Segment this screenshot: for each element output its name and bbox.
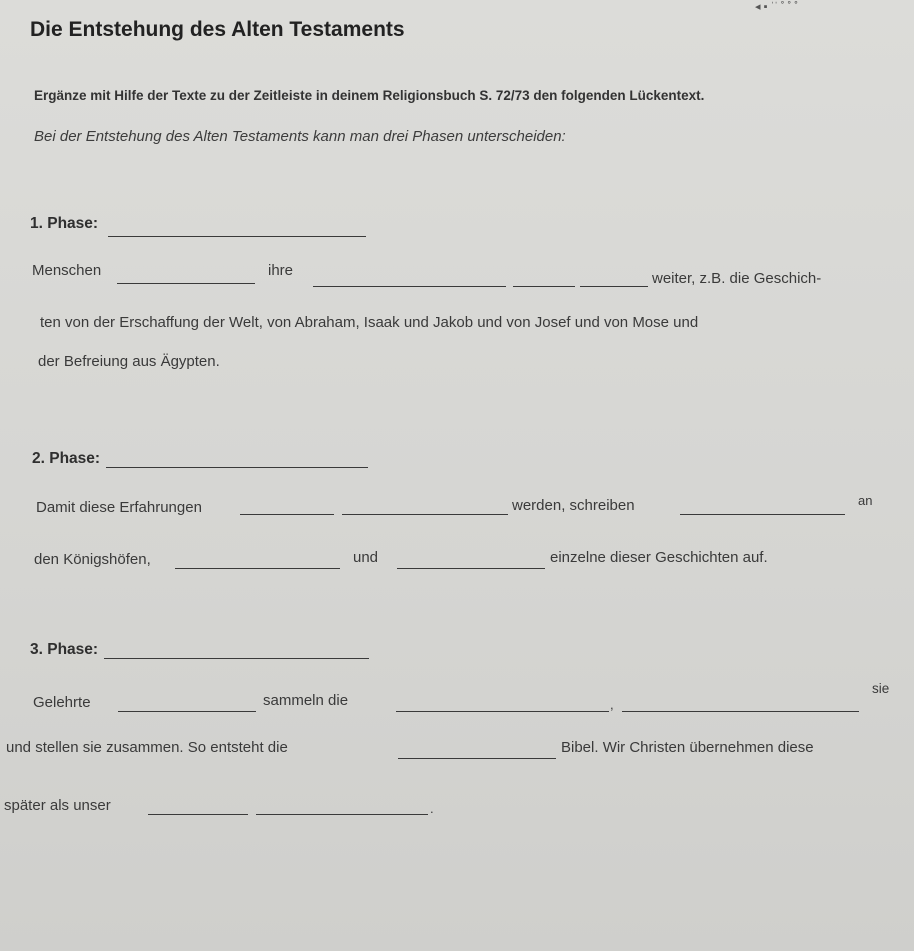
- phase1-text-weiter: weiter, z.B. die Geschich-: [652, 270, 822, 287]
- phase3-title-blank[interactable]: [104, 658, 369, 659]
- phase2-blank-4[interactable]: [175, 568, 340, 569]
- phase1-blank-3[interactable]: [513, 286, 575, 287]
- phase3-text-zusammen: und stellen sie zusammen. So entsteht die: [6, 739, 288, 756]
- instruction-text: Ergänze mit Hilfe der Texte zu der Zeitleiste in deinem Religionsbuch S. 72/73 den folgenden Lückentext.: [34, 88, 705, 103]
- page-title: Die Entstehung des Alten Testaments: [30, 18, 405, 41]
- phase2-blank-5[interactable]: [397, 568, 545, 569]
- phase3-period: .: [430, 801, 434, 816]
- corner-mark: ◂ ▪ ˈˈ ˚ ˚ ˚: [755, 1, 799, 13]
- phase2-title-blank[interactable]: [106, 467, 368, 468]
- phase1-text-ihre: ihre: [268, 262, 294, 279]
- phase3-label: 3. Phase:: [30, 641, 99, 658]
- phase1-blank-1[interactable]: [117, 283, 255, 284]
- phase1-blank-2[interactable]: [313, 286, 506, 287]
- phase1-title-blank[interactable]: [108, 236, 366, 237]
- phase1-text-menschen: Menschen: [32, 262, 102, 279]
- phase2-label: 2. Phase:: [32, 450, 101, 467]
- intro-text: Bei der Entstehung des Alten Testaments kann man drei Phasen unterscheiden:: [34, 128, 566, 145]
- phase1-label: 1. Phase:: [30, 215, 99, 232]
- phase2-blank-1[interactable]: [240, 514, 334, 515]
- phase1-text-line2: ten von der Erschaffung der Welt, von Abraham, Isaak und Jakob und von Josef und von Mose und: [40, 314, 699, 331]
- phase3-blank-4[interactable]: [398, 758, 556, 759]
- phase3-blank-5[interactable]: [148, 814, 248, 815]
- phase3-blank-3[interactable]: [622, 711, 859, 712]
- phase3-text-spaeter: später als unser: [4, 797, 111, 814]
- phase3-text-sie: sie: [872, 681, 890, 696]
- phase3-blank-2[interactable]: [396, 711, 609, 712]
- phase3-blank-6[interactable]: [256, 814, 428, 815]
- phase2-text-werden: werden, schreiben: [512, 497, 635, 514]
- phase3-text-gelehrte: Gelehrte: [33, 694, 91, 711]
- phase3-text-sammeln: sammeln die: [263, 692, 349, 709]
- phase2-text-an: an: [858, 493, 873, 508]
- phase3-comma: ,: [610, 697, 614, 712]
- phase1-text-line3: der Befreiung aus Ägypten.: [38, 353, 220, 370]
- phase3-blank-1[interactable]: [118, 711, 256, 712]
- phase1-blank-4[interactable]: [580, 286, 648, 287]
- phase3-text-bibel: Bibel. Wir Christen übernehmen diese: [561, 739, 814, 756]
- phase2-text-koenigshoefen: den Königshöfen,: [34, 551, 151, 568]
- phase2-text-einzelne: einzelne dieser Geschichten auf.: [550, 549, 768, 566]
- phase2-text-und: und: [353, 549, 379, 566]
- phase2-blank-2[interactable]: [342, 514, 508, 515]
- phase2-blank-3[interactable]: [680, 514, 845, 515]
- phase2-text-damit: Damit diese Erfahrungen: [36, 499, 202, 516]
